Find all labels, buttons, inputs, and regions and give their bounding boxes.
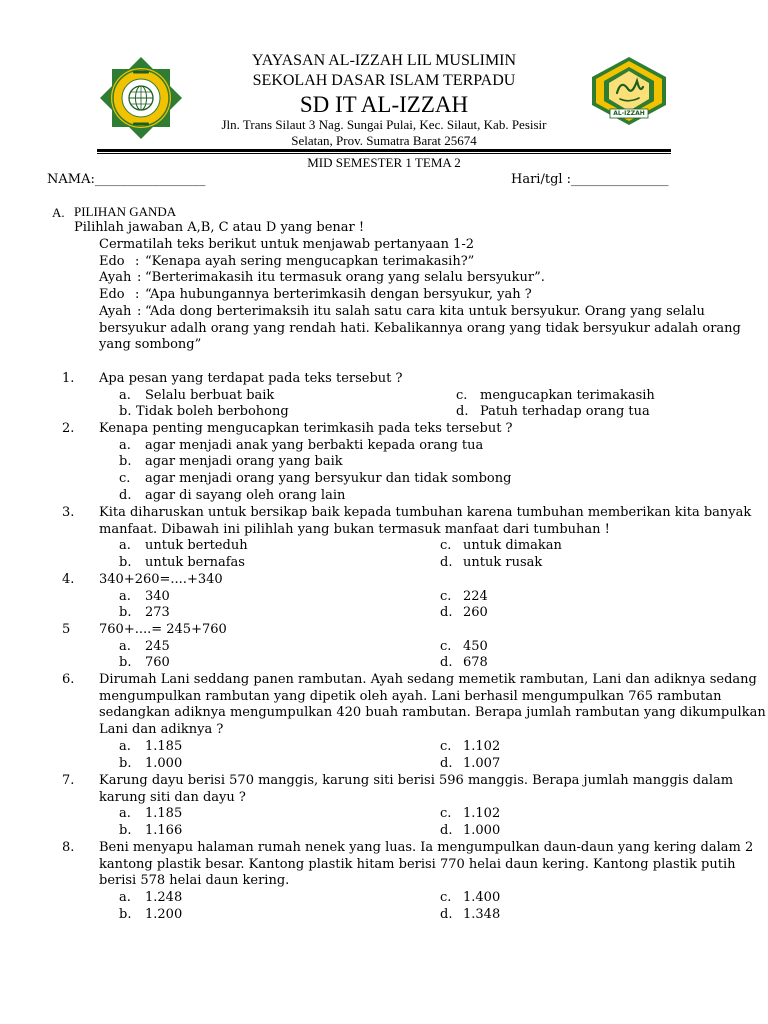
option-text: Patuh terhadap orang tua (480, 404, 650, 420)
dialogue-speaker: Edo (99, 253, 125, 269)
option-text: 1.007 (463, 755, 501, 771)
option-letter: c. (440, 738, 452, 754)
option-letter: a. (119, 806, 131, 822)
dialogue-line: “Kenapa ayah sering mengucapkan terimakasih?” (145, 253, 475, 269)
header-rule-thick (97, 149, 671, 152)
dialogue-separator: : (135, 253, 140, 269)
option-text: 1.000 (463, 823, 501, 839)
option-text: agar menjadi orang yang bersyukur dan tidak sombong (145, 471, 512, 487)
option-text: agar menjadi orang yang baik (145, 454, 343, 470)
school-address-line1: Jln. Trans Silaut 3 Nag. Sungai Pulai, Kec. Silaut, Kab. Pesisir (221, 117, 547, 132)
option-letter: d. (440, 823, 453, 839)
option-letter: c. (440, 890, 452, 906)
option-text: 760 (145, 655, 170, 671)
school-name: SD IT AL-IZZAH (299, 92, 469, 117)
option-letter: a. (119, 588, 131, 604)
option-letter: a. (119, 738, 131, 754)
option-letter: c. (440, 638, 452, 654)
question-text: Kita diharuskan untuk bersikap baik kepada tumbuhan karena tumbuhan memberikan kita banyak (99, 505, 752, 520)
student-name-field: NAMA:_________________ (47, 172, 206, 187)
option-letter: c. (440, 806, 452, 822)
foundation-name: YAYASAN AL-IZZAH LIL MUSLIMIN (251, 52, 517, 69)
question-text: sedangkan adiknya mengumpulkan 420 buah rambutan. Berapa jumlah rambutan yang dikumpulkan (99, 705, 766, 721)
option-letter: d. (440, 555, 453, 571)
option-text: 273 (145, 605, 170, 621)
option-letter: d. (119, 487, 132, 503)
option-letter: d. (456, 404, 469, 420)
option-text: 1.102 (463, 738, 501, 754)
question-number: 4. (62, 572, 75, 587)
question-text: Lani dan adiknya ? (99, 722, 224, 738)
option-text: Selalu berbuat baik (145, 387, 275, 403)
right-logo-caption: AL-IZZAH (613, 110, 645, 117)
header-rule-thin (97, 153, 671, 154)
option-text: 1.348 (463, 906, 501, 922)
section-instruction: Pilihlah jawaban A,B, C atau D yang benar ! (74, 220, 365, 235)
option-text: 340 (145, 588, 170, 604)
option-letter: a. (119, 387, 131, 403)
option-letter: c. (440, 538, 452, 554)
question-text: karung siti dan dayu ? (99, 789, 246, 805)
question-number: 5 (62, 622, 71, 637)
question-text: kantong plastik besar. Kantong plastik hitam berisi 770 helai daun kering. Kantong plastik putih (99, 856, 736, 872)
option-letter: c. (456, 387, 468, 403)
section-marker: A. (52, 205, 65, 220)
dialogue-separator: : (135, 287, 140, 303)
dialogue-line: “Berterimakasih itu termasuk orang yang selalu bersyukur”. (145, 270, 545, 286)
option-letter: a. (119, 437, 131, 453)
option-text: 450 (463, 638, 488, 654)
dialogue-speaker: Ayah (99, 270, 132, 286)
question-text: Apa pesan yang terdapat pada teks tersebut ? (99, 371, 403, 386)
option-text: 1.000 (145, 755, 183, 771)
dialogue-line: “Ada dong berterimaksih itu salah satu cara kita untuk bersyukur. Orang yang selalu (145, 303, 705, 319)
option-text: 224 (463, 588, 488, 604)
option-text: untuk bernafas (145, 555, 245, 571)
question-text: Dirumah Lani seddang panen rambutan. Ayah sedang memetik rambutan, Lani dan adiknya sedang (99, 672, 757, 687)
question-text: manfaat. Dibawah ini pilihlah yang bukan termasuk manfaat dari tumbuhan ! (99, 521, 610, 537)
dialogue-line: bersyukur adalh orang yang rendah hati. Kebalikannya orang yang tidak bersyukur adalah orang (99, 320, 741, 336)
dialogue-speaker: Ayah (99, 303, 132, 319)
school-seal-calligraphy-icon (590, 55, 668, 127)
school-address-line2: Selatan, Prov. Sumatra Barat 25674 (291, 133, 477, 148)
option-text: mengucapkan terimakasih (480, 387, 655, 403)
option-text: 678 (463, 655, 488, 671)
school-type: SEKOLAH DASAR ISLAM TERPADU (252, 72, 516, 89)
question-text: 340+260=....+340 (99, 572, 223, 587)
dialogue-separator: : (137, 303, 142, 319)
option-text: 1.185 (145, 806, 183, 822)
question-text: 760+....= 245+760 (99, 622, 227, 637)
question-number: 6. (62, 672, 75, 687)
option-text: 1.248 (145, 890, 183, 906)
question-number: 2. (62, 421, 75, 436)
option-text: untuk berteduh (145, 538, 248, 554)
option-text: 260 (463, 605, 488, 621)
option-text: 1.185 (145, 738, 183, 754)
option-letter: d. (440, 655, 453, 671)
option-letter: d. (440, 605, 453, 621)
option-letter: c. (119, 471, 131, 487)
option-letter: a. (119, 890, 131, 906)
question-number: 8. (62, 840, 75, 855)
option-letter: b. (119, 454, 132, 470)
question-number: 3. (62, 505, 75, 520)
option-text: untuk dimakan (463, 538, 562, 554)
option-text: agar di sayang oleh orang lain (145, 487, 346, 503)
option-letter: b. (119, 555, 132, 571)
question-number: 1. (62, 371, 75, 386)
section-title: PILIHAN GANDA (74, 204, 177, 219)
exam-title: MID SEMESTER 1 TEMA 2 (307, 155, 461, 170)
option-text: 1.166 (145, 823, 183, 839)
question-text: Beni menyapu halaman rumah nenek yang luas. Ia mengumpulkan daun-daun yang kering dalam 2 (99, 840, 754, 855)
option-letter: a. (119, 638, 131, 654)
option-letter: b. (119, 404, 132, 420)
option-text: 1.200 (145, 906, 183, 922)
question-text: mengumpulkan rambutan yang dipetik oleh ayah. Lani berhasil mengumpulkan 765 rambutan (99, 688, 722, 704)
option-text: 1.400 (463, 890, 501, 906)
option-text: 1.102 (463, 806, 501, 822)
question-text: Karung dayu berisi 570 manggis, karung siti berisi 596 manggis. Berapa jumlah manggis dalam (99, 773, 734, 788)
option-text: untuk rusak (463, 555, 543, 571)
option-letter: d. (440, 906, 453, 922)
option-text: 245 (145, 638, 170, 654)
dialogue-line: “Apa hubungannya berterimkasih dengan bersyukur, yah ? (145, 287, 532, 303)
question-text: Kenapa penting mengucapkan terimkasih pada teks tersebut ? (99, 421, 513, 436)
option-letter: b. (119, 655, 132, 671)
option-letter: b. (119, 755, 132, 771)
dialogue-line: yang sombong” (99, 337, 202, 353)
question-number: 7. (62, 773, 75, 788)
option-text: agar menjadi anak yang berbakti kepada orang tua (145, 437, 484, 453)
question-text: berisi 578 helai daun kering. (99, 873, 290, 889)
dialogue-separator: : (137, 270, 142, 286)
option-letter: b. (119, 906, 132, 922)
option-letter: c. (440, 588, 452, 604)
passage-intro: Cermatilah teks berikut untuk menjawab pertanyaan 1-2 (99, 237, 475, 252)
option-letter: b. (119, 823, 132, 839)
exam-date-field: Hari/tgl :_______________ (511, 172, 669, 187)
option-letter: d. (440, 755, 453, 771)
dialogue-speaker: Edo (99, 287, 125, 303)
option-text: Tidak boleh berbohong (136, 404, 289, 420)
option-letter: b. (119, 605, 132, 621)
foundation-seal-globe-icon (99, 56, 183, 140)
option-letter: a. (119, 538, 131, 554)
